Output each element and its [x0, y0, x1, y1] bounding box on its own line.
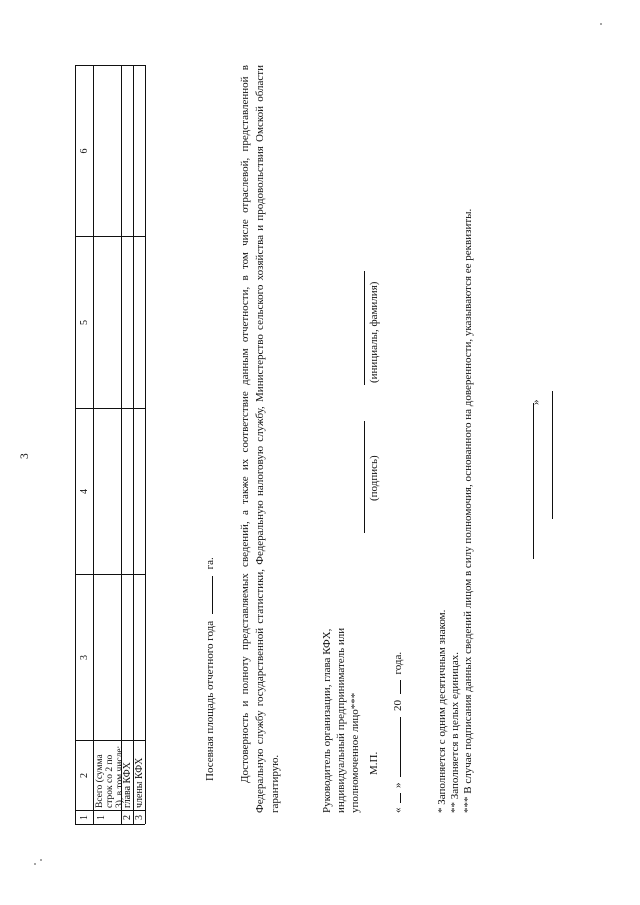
day-blank: [400, 793, 401, 803]
footnote-1: * Заполняется с одним десятичным знаком.: [436, 609, 448, 813]
signatory-role-line: индивидуальный предприниматель или: [335, 627, 347, 813]
table-row-number: 3: [134, 810, 146, 824]
table-cell: [122, 574, 134, 740]
signatory-role-line: уполномоченное лицо***: [349, 692, 361, 813]
table-header-cell: 1: [76, 810, 94, 824]
footnote-3: *** В случае подписания данных сведений лицом в силу полномочия, основанного на доверенности, указываются ее реквизиты.: [462, 208, 474, 813]
table-cell: [94, 236, 122, 408]
scan-speck: [600, 23, 602, 25]
table-header-cell: 4: [76, 408, 94, 574]
table-cell: [94, 574, 122, 740]
table-row-label: глава КФХ: [122, 740, 134, 810]
proxy-details-line: [533, 403, 534, 559]
signature-caption: (подпись): [368, 455, 380, 501]
year-prefix: 20: [392, 700, 404, 711]
table-row-label: члены КФХ: [134, 740, 146, 810]
table-cell: [94, 65, 122, 236]
certification-paragraph: Достоверность и полноту представляемых сведений, а также их соответствие данным отчетности, в том числе отраслевой, представленной в Федеральную службу государственной статистики, Федеральную налоговую службу, Министерство сельского хозяйства и продовольствия Омской области гарантирую.: [239, 65, 281, 813]
signatory-role-line: Руководитель организации, глава КФХ,: [321, 628, 333, 813]
table-header-cell: 2: [76, 740, 94, 810]
table-row-number: 2: [122, 810, 134, 824]
scan-speck: [40, 859, 42, 861]
table-header-cell: 6: [76, 65, 94, 236]
table-cell: [122, 236, 134, 408]
date-line: [392, 652, 405, 813]
data-table: [75, 65, 145, 825]
name-caption: (инициалы, фамилия): [368, 281, 380, 383]
table-row-label: Всего (сумма строк со 2 по 3), в том числе:: [94, 740, 122, 810]
signature-underline: [364, 421, 365, 533]
proxy-details-line: [552, 391, 553, 519]
footnote-2: ** Заполняется в целых единицах.: [449, 651, 461, 813]
table-cell: [122, 408, 134, 574]
sown-area-blank: [212, 576, 213, 614]
year-blank: [400, 680, 401, 694]
proxy-close-quote: »: [530, 399, 542, 405]
table-cell: [134, 236, 146, 408]
scan-speck: [34, 863, 36, 865]
name-underline: [364, 271, 365, 385]
signatory-role: [320, 628, 362, 813]
year-suffix: года.: [392, 651, 404, 675]
table-cell: [122, 65, 134, 236]
page-number: 3: [19, 453, 31, 459]
table-row-number: 1: [94, 810, 122, 824]
table-cell: [134, 574, 146, 740]
footnotes: [436, 53, 475, 813]
sown-area-line: [204, 557, 217, 781]
date-close-quote: »: [392, 782, 404, 788]
table-header-cell: 5: [76, 236, 94, 408]
month-blank: [400, 717, 401, 777]
table-header-cell: 3: [76, 574, 94, 740]
table-cell: [134, 65, 146, 236]
stamp-label: М.П.: [368, 751, 380, 775]
table-cell: [134, 408, 146, 574]
date-open-quote: «: [392, 807, 404, 813]
sown-area-unit: га.: [204, 557, 216, 570]
sown-area-label: Посевная площадь отчетного года: [204, 620, 216, 781]
table-cell: [94, 408, 122, 574]
